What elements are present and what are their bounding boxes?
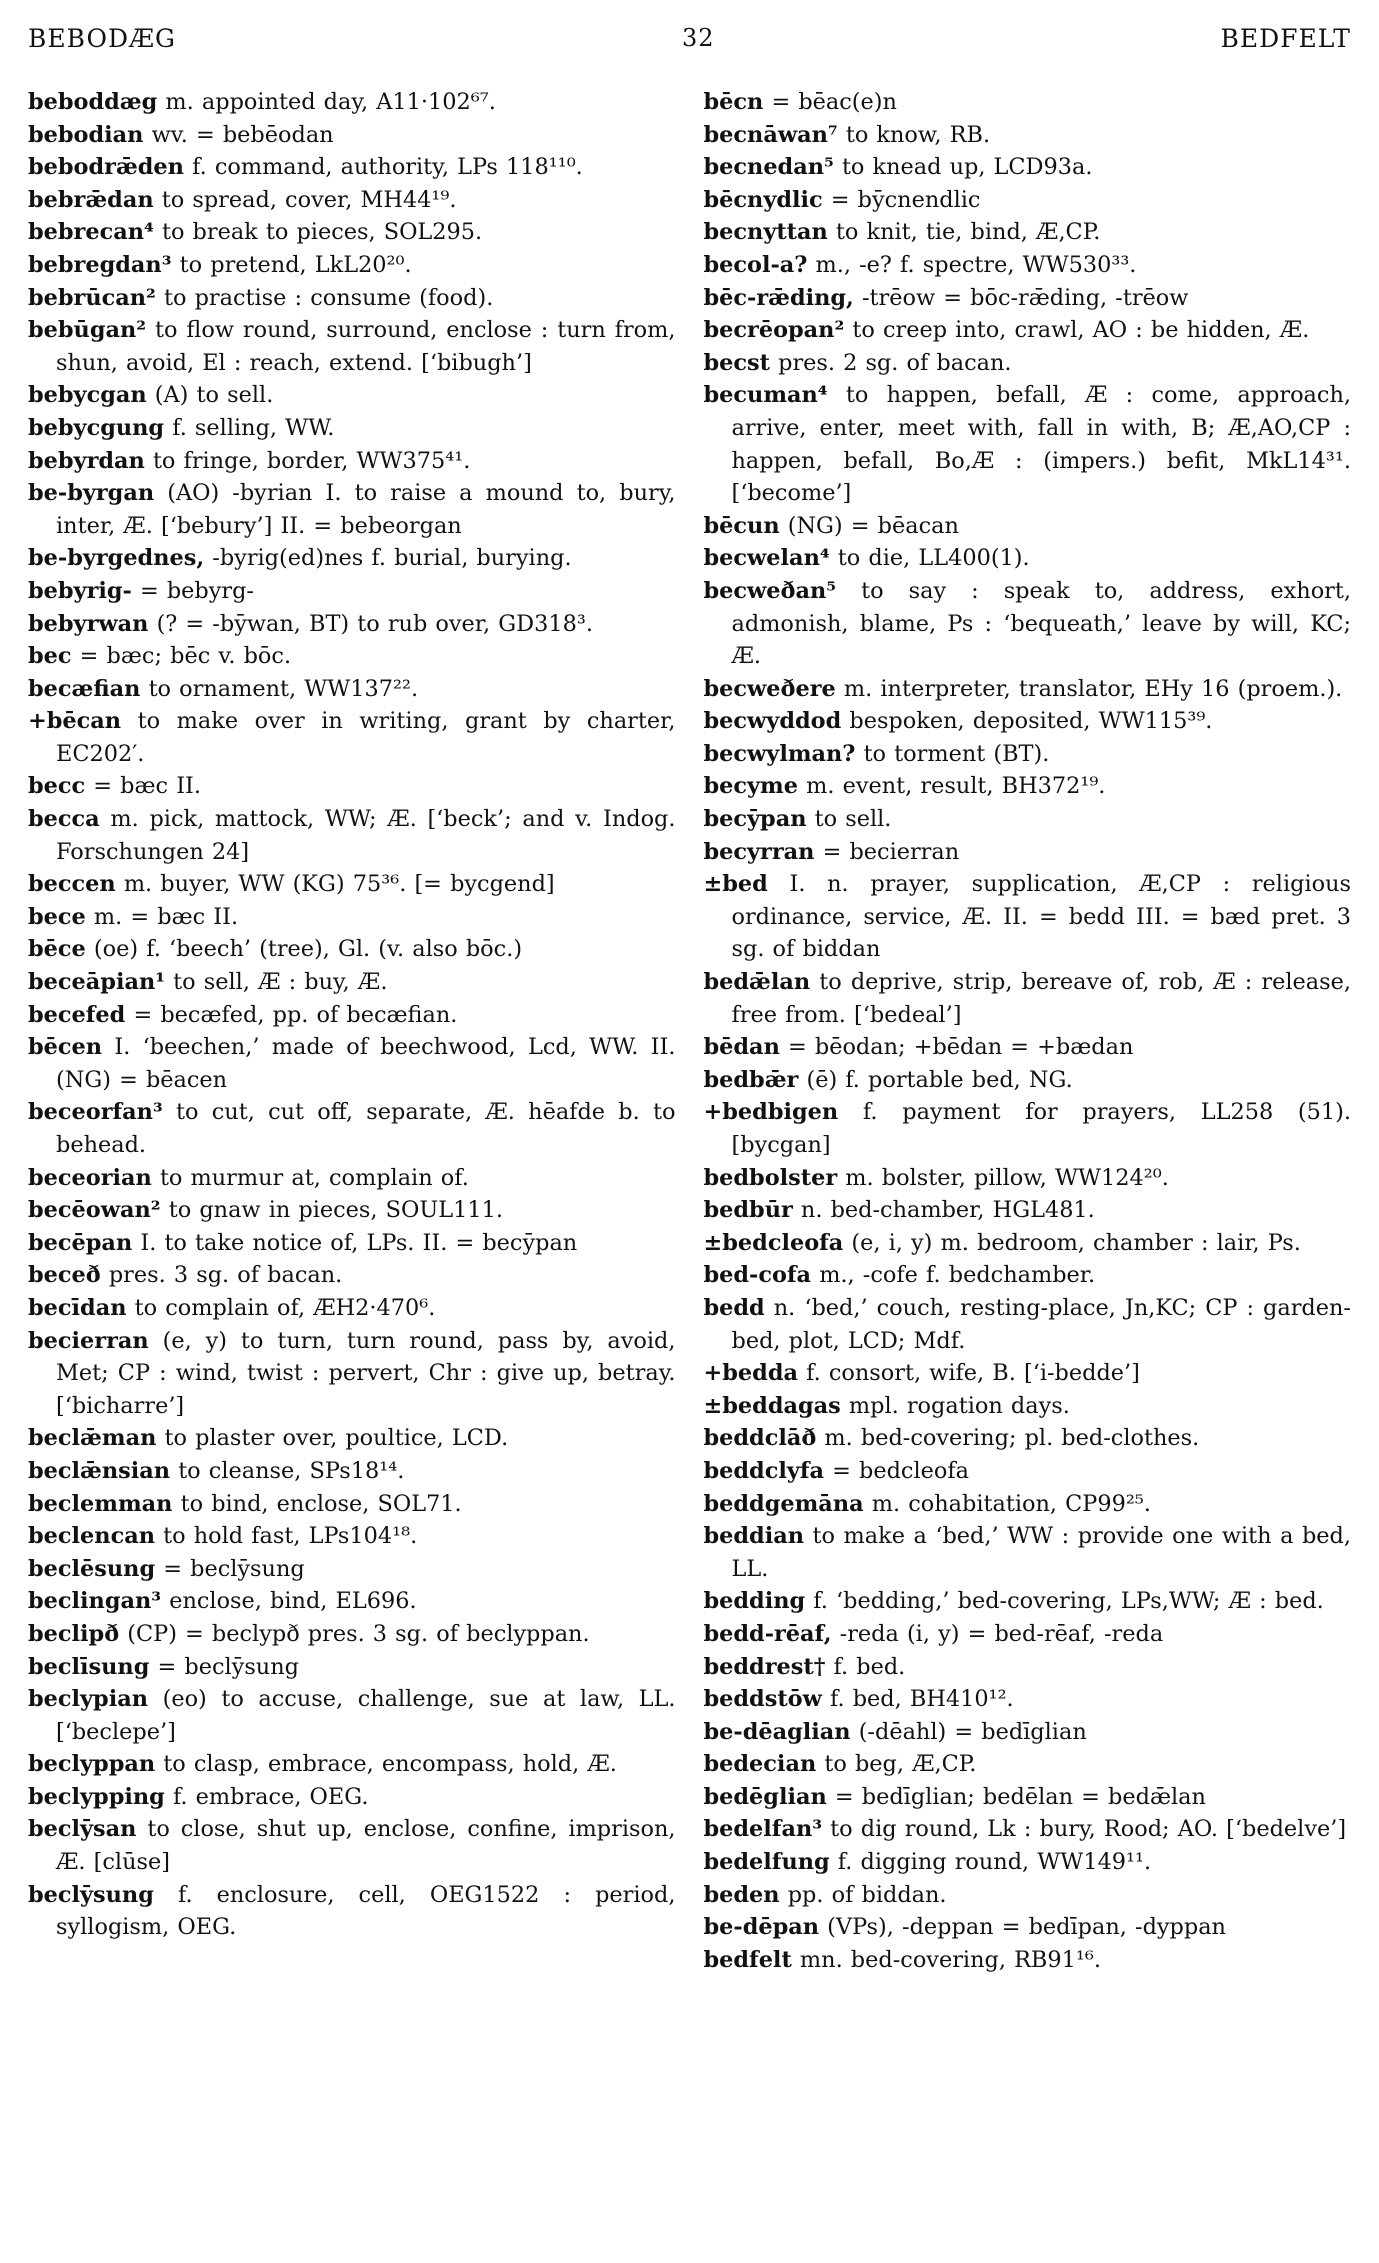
definition: to beg, Æ,CP. bbox=[824, 1751, 977, 1778]
headword: bedēglian bbox=[703, 1783, 827, 1810]
headword: beddian bbox=[703, 1523, 805, 1550]
definition: to murmur at, complain of. bbox=[159, 1164, 469, 1191]
definition: to practise : consume (food). bbox=[164, 284, 494, 311]
headword: bēcn bbox=[703, 89, 764, 115]
definition: (AO) -byrian I. to raise a mound to, bury, inter, Æ. [‘bebury’] II. = bebeorgan bbox=[56, 480, 676, 539]
definition: -byrig(ed)nes f. burial, burying. bbox=[212, 545, 572, 572]
definition: = bebyrg- bbox=[139, 577, 254, 604]
headword: bebrǣdan bbox=[28, 186, 154, 213]
dictionary-entry bbox=[704, 1520, 1352, 1585]
definition: to make over in writing, grant by charter, EC202′. bbox=[56, 708, 676, 767]
definition: to dig round, Lk : bury, Rood; AO. [‘bedelve’] bbox=[830, 1816, 1347, 1843]
headword: beceāpian¹ bbox=[28, 969, 166, 996]
headword: becwylman? bbox=[703, 740, 856, 767]
definition: m. buyer, WW (KG) 75³⁶. [= bycgend] bbox=[123, 871, 555, 898]
definition: pp. of biddan. bbox=[787, 1881, 947, 1908]
headword: bedelfung bbox=[703, 1849, 830, 1876]
dictionary-entry bbox=[704, 314, 1352, 347]
definition: m. cohabitation, CP99²⁵. bbox=[871, 1490, 1151, 1517]
dictionary-entry bbox=[704, 542, 1352, 575]
headword: bebodian bbox=[28, 121, 144, 148]
page-number: 32 bbox=[681, 24, 715, 52]
headword: bebycgan bbox=[28, 382, 147, 409]
dictionary-entry bbox=[28, 640, 676, 673]
dictionary-entry bbox=[28, 1618, 676, 1651]
definition: (ē) f. portable bed, NG. bbox=[806, 1066, 1073, 1093]
definition: (NG) = bēacan bbox=[787, 512, 959, 539]
definition: to deprive, strip, bereave of, rob, Æ : release, free from. [‘bedeal’] bbox=[731, 969, 1351, 1028]
headword: becȳpan bbox=[703, 806, 807, 833]
two-column-body bbox=[28, 86, 1351, 1976]
dictionary-entry bbox=[704, 1813, 1352, 1846]
headword: beddrest† bbox=[703, 1653, 826, 1680]
dictionary-entry bbox=[28, 1194, 676, 1227]
headword: beden bbox=[703, 1881, 780, 1908]
headword: bedelfan³ bbox=[703, 1816, 823, 1843]
definition: to knead up, LCD93a. bbox=[841, 154, 1093, 181]
dictionary-entry bbox=[28, 803, 676, 868]
definition: to fringe, border, WW375⁴¹. bbox=[152, 447, 471, 474]
dictionary-entry bbox=[704, 1064, 1352, 1097]
dictionary-entry bbox=[28, 1455, 676, 1488]
dictionary-entry bbox=[704, 1031, 1352, 1064]
dictionary-entry bbox=[28, 412, 676, 445]
dictionary-entry bbox=[28, 1488, 676, 1521]
definition: = bæc II. bbox=[93, 773, 202, 800]
headword: beceorfan³ bbox=[28, 1099, 163, 1126]
dictionary-entry bbox=[704, 705, 1352, 738]
dictionary-entry bbox=[704, 216, 1352, 249]
dictionary-entry bbox=[704, 151, 1352, 184]
dictionary-entry bbox=[28, 477, 676, 542]
headword: beclencan bbox=[28, 1523, 155, 1550]
header-right-guideword: BEDFELT bbox=[1220, 23, 1351, 53]
headword: becol-a? bbox=[703, 251, 808, 278]
definition: (VPs), -deppan = bedīpan, -dyppan bbox=[827, 1914, 1226, 1941]
definition: pres. 3 sg. of bacan. bbox=[108, 1262, 343, 1289]
definition: m., -cofe f. bedchamber. bbox=[819, 1262, 1096, 1289]
headword: be-byrgednes, bbox=[28, 545, 205, 572]
headword: bedd-rēaf, bbox=[703, 1620, 832, 1647]
headword: beclemman bbox=[28, 1490, 173, 1517]
headword: becnedan⁵ bbox=[703, 154, 834, 181]
definition: to sell. bbox=[814, 806, 892, 833]
headword: bēcun bbox=[703, 512, 780, 539]
headword: bebūgan² bbox=[28, 317, 147, 344]
dictionary-entry bbox=[28, 999, 676, 1032]
headword: becyrran bbox=[703, 838, 815, 865]
definition: (-dēahl) = bedīglian bbox=[858, 1718, 1087, 1745]
definition: to pretend, LkL20²⁰. bbox=[179, 251, 412, 278]
dictionary-entry bbox=[704, 1585, 1352, 1618]
headword: beclīsung bbox=[28, 1653, 150, 1680]
definition: f. digging round, WW149¹¹. bbox=[837, 1849, 1152, 1876]
definition: (A) to sell. bbox=[154, 382, 274, 409]
definition: to close, shut up, enclose, confine, imprison, Æ. [clūse] bbox=[56, 1816, 676, 1876]
dictionary-entry bbox=[704, 1846, 1352, 1879]
definition: = beclȳsung bbox=[163, 1555, 305, 1582]
dictionary-entry bbox=[28, 1259, 676, 1292]
definition: f. ‘bedding,’ bed-covering, LPs,WW; Æ : bed. bbox=[813, 1588, 1324, 1615]
dictionary-entry bbox=[28, 86, 676, 119]
headword: bec bbox=[28, 643, 72, 670]
dictionary-entry bbox=[28, 1553, 676, 1586]
dictionary-entry bbox=[28, 249, 676, 282]
headword: beboddæg bbox=[28, 89, 158, 115]
headword: becīdan bbox=[28, 1294, 127, 1321]
header-left-guideword: BEBODÆG bbox=[28, 23, 176, 53]
headword: becwyddod bbox=[703, 708, 842, 735]
dictionary-entry bbox=[28, 1096, 676, 1161]
definition: n. ‘bed,’ couch, resting-place, Jn,KC; CP : garden-bed, plot, LCD; Mdf. bbox=[731, 1294, 1351, 1354]
definition: enclose, bind, EL696. bbox=[169, 1588, 417, 1615]
definition: = bedīglian; bedēlan = bedǣlan bbox=[834, 1783, 1206, 1810]
definition: = bēodan; +bēdan = +bædan bbox=[787, 1034, 1134, 1061]
headword: beclypping bbox=[28, 1783, 165, 1810]
definition: = bȳcnendlic bbox=[830, 186, 981, 213]
definition: f. enclosure, cell, OEG1522 : period, syllogism, OEG. bbox=[56, 1881, 676, 1941]
dictionary-entry bbox=[704, 770, 1352, 803]
headword: beceorian bbox=[28, 1164, 152, 1191]
dictionary-entry bbox=[704, 1455, 1352, 1488]
headword: becefed bbox=[28, 1001, 126, 1028]
headword: becēowan² bbox=[28, 1197, 161, 1224]
dictionary-entry bbox=[28, 151, 676, 184]
dictionary-entry bbox=[704, 249, 1352, 282]
definition: to torment (BT). bbox=[863, 740, 1050, 767]
definition: to die, LL400(1). bbox=[837, 545, 1030, 572]
definition: m., -e? f. spectre, WW530³³. bbox=[815, 251, 1137, 278]
dictionary-entry bbox=[28, 1813, 676, 1878]
headword: beclipð bbox=[28, 1620, 120, 1647]
dictionary-entry bbox=[28, 705, 676, 770]
dictionary-entry bbox=[28, 1781, 676, 1814]
definition: = becierran bbox=[822, 838, 960, 865]
headword: bece bbox=[28, 903, 86, 930]
definition: to cut, cut off, separate, Æ. hēafde b. to behead. bbox=[56, 1099, 676, 1158]
definition: to cleanse, SPs18¹⁴. bbox=[178, 1457, 405, 1484]
running-header bbox=[28, 18, 1351, 58]
headword: bedding bbox=[703, 1588, 806, 1615]
headword: beclȳsan bbox=[28, 1816, 137, 1843]
definition: mn. bed-covering, RB91¹⁶. bbox=[799, 1946, 1101, 1973]
definition: m. = bæc II. bbox=[93, 903, 239, 930]
definition: to creep into, crawl, AO : be hidden, Æ. bbox=[852, 317, 1310, 344]
dictionary-entry bbox=[704, 119, 1352, 152]
definition: f. payment for prayers, LL258 (51). [bycgan] bbox=[731, 1099, 1351, 1158]
dictionary-entry bbox=[28, 445, 676, 478]
headword: beclǣman bbox=[28, 1425, 157, 1452]
definition: = bedcleofa bbox=[832, 1457, 970, 1484]
dictionary-entry bbox=[704, 1716, 1352, 1749]
dictionary-entry bbox=[704, 1879, 1352, 1912]
dictionary-entry bbox=[704, 1618, 1352, 1651]
definition: to know, RB. bbox=[845, 121, 991, 148]
headword: +bēcan bbox=[28, 708, 122, 735]
dictionary-entry bbox=[28, 1162, 676, 1195]
definition: to break to pieces, SOL295. bbox=[161, 219, 483, 246]
headword: beclypian bbox=[28, 1686, 148, 1713]
headword: bedfelt bbox=[703, 1946, 792, 1973]
headword: +bedbigen bbox=[703, 1099, 839, 1126]
dictionary-entry bbox=[28, 1520, 676, 1553]
definition: I. to take notice of, LPs. II. = becȳpan bbox=[140, 1229, 578, 1256]
definition: n. bed-chamber, HGL481. bbox=[800, 1197, 1095, 1224]
dictionary-entry bbox=[704, 803, 1352, 836]
dictionary-entry bbox=[28, 282, 676, 315]
definition: (eo) to accuse, challenge, sue at law, LL. [‘beclepe’] bbox=[56, 1686, 676, 1745]
headword: ±bedcleofa bbox=[703, 1229, 844, 1256]
dictionary-entry bbox=[28, 1651, 676, 1684]
definition: f. embrace, OEG. bbox=[172, 1783, 369, 1810]
definition: to gnaw in pieces, SOUL111. bbox=[168, 1197, 503, 1224]
headword: bedecian bbox=[703, 1751, 817, 1778]
dictionary-entry bbox=[704, 738, 1352, 771]
definition: = beclȳsung bbox=[157, 1653, 299, 1680]
definition: m. bed-covering; pl. bed-clothes. bbox=[824, 1425, 1200, 1452]
definition: (e, y) to turn, turn round, pass by, avoid, Met; CP : wind, twist : pervert, Chr : give up, betray. [‘bicharre’] bbox=[56, 1327, 676, 1419]
dictionary-entry bbox=[28, 608, 676, 641]
headword: becwelan⁴ bbox=[703, 545, 830, 572]
definition: m. interpreter, translator, EHy 16 (proem.). bbox=[843, 675, 1343, 702]
dictionary-entry bbox=[28, 216, 676, 249]
definition: to say : speak to, address, exhort, admonish, blame, Ps : ‘bequeath,’ leave by will, KC; Æ. bbox=[731, 577, 1352, 670]
headword: beddclāð bbox=[703, 1425, 817, 1452]
headword: bebrūcan² bbox=[28, 284, 156, 311]
headword: becca bbox=[28, 806, 100, 833]
dictionary-entry bbox=[28, 673, 676, 706]
definition: to happen, befall, Æ : come, approach, arrive, enter, meet with, fall in with, B; Æ,AO,CP : happen, befall, Bo,Æ : (impers.) befit, MkL14³¹. [‘become’] bbox=[731, 382, 1351, 507]
dictionary-entry bbox=[704, 1651, 1352, 1684]
dictionary-entry bbox=[704, 1488, 1352, 1521]
headword: bēcnydlic bbox=[703, 186, 823, 213]
headword: bedǣlan bbox=[703, 969, 811, 996]
dictionary-entry bbox=[28, 1031, 676, 1096]
definition: to make a ‘bed,’ WW : provide one with a bed, LL. bbox=[731, 1523, 1351, 1582]
dictionary-entry bbox=[704, 282, 1352, 315]
definition: f. bed. bbox=[833, 1653, 906, 1680]
definition: I. ‘beechen,’ made of beechwood, Lcd, WW. II. (NG) = bēacen bbox=[56, 1034, 676, 1093]
dictionary-entry bbox=[704, 1194, 1352, 1227]
definition: I. n. prayer, supplication, Æ,CP : religious ordinance, service, Æ. II. = bedd III. = bæd pret. 3 sg. of biddan bbox=[731, 871, 1352, 963]
dictionary-entry bbox=[28, 119, 676, 152]
headword: bebodrǣden bbox=[28, 154, 184, 181]
dictionary-entry bbox=[28, 966, 676, 999]
dictionary-entry bbox=[704, 1259, 1352, 1292]
dictionary-entry bbox=[704, 1357, 1352, 1390]
headword: beclyppan bbox=[28, 1751, 156, 1778]
headword: bedd bbox=[703, 1294, 765, 1321]
headword: ±beddagas bbox=[703, 1392, 841, 1419]
left-column bbox=[28, 86, 676, 1976]
dictionary-entry bbox=[28, 542, 676, 575]
dictionary-entry bbox=[704, 966, 1352, 1031]
dictionary-entry bbox=[28, 868, 676, 901]
dictionary-entry bbox=[28, 901, 676, 934]
dictionary-entry bbox=[28, 1325, 676, 1423]
headword: becst bbox=[703, 349, 770, 376]
headword: bēce bbox=[28, 936, 86, 963]
definition: to hold fast, LPs104¹⁸. bbox=[163, 1523, 418, 1550]
dictionary-entry bbox=[28, 575, 676, 608]
headword: bedbǣr bbox=[703, 1066, 799, 1093]
definition: m. event, result, BH372¹⁹. bbox=[806, 773, 1106, 800]
dictionary-entry bbox=[704, 1748, 1352, 1781]
headword: beceð bbox=[28, 1262, 101, 1289]
headword: be-byrgan bbox=[28, 480, 155, 507]
dictionary-entry bbox=[704, 1422, 1352, 1455]
headword: becnyttan bbox=[703, 219, 828, 246]
dictionary-entry bbox=[28, 1227, 676, 1260]
dictionary-entry bbox=[704, 575, 1352, 673]
headword: beclingan³ bbox=[28, 1588, 162, 1615]
definition: m. pick, mattock, WW; Æ. [‘beck’; and v. Indog. Forschungen 24] bbox=[56, 806, 676, 865]
definition: to complain of, ÆH2·470⁶. bbox=[134, 1294, 436, 1321]
headword: bēcen bbox=[28, 1034, 103, 1061]
definition: to clasp, embrace, encompass, hold, Æ. bbox=[163, 1751, 617, 1778]
definition: -reda (i, y) = bed-rēaf, -reda bbox=[839, 1620, 1164, 1647]
dictionary-entry bbox=[704, 1162, 1352, 1195]
definition: = bæc; bēc v. bōc. bbox=[79, 643, 292, 670]
headword: bebrecan⁴ bbox=[28, 219, 154, 246]
headword: be-dēaglian bbox=[703, 1718, 851, 1745]
dictionary-entry bbox=[704, 1292, 1352, 1357]
dictionary-entry bbox=[28, 1683, 676, 1748]
definition: to flow round, surround, enclose : turn from, shun, avoid, El : reach, extend. [‘bibugh’] bbox=[56, 317, 676, 376]
headword: bebregdan³ bbox=[28, 251, 172, 278]
dictionary-entry bbox=[28, 933, 676, 966]
definition: -trēow = bōc-rǣding, -trēow bbox=[861, 284, 1189, 311]
headword: +bedda bbox=[703, 1360, 798, 1387]
headword: beclǣnsian bbox=[28, 1457, 171, 1484]
headword: becweðan⁵ bbox=[703, 577, 837, 604]
headword: bebyrdan bbox=[28, 447, 145, 474]
definition: wv. = bebēodan bbox=[151, 121, 334, 148]
headword: becuman⁴ bbox=[703, 382, 828, 409]
dictionary-entry bbox=[704, 868, 1352, 966]
definition: (? = -bȳwan, BT) to rub over, GD318³. bbox=[156, 610, 593, 637]
dictionary-entry bbox=[704, 347, 1352, 380]
dictionary-entry bbox=[704, 1944, 1352, 1977]
headword: becyme bbox=[703, 773, 798, 800]
dictionary-entry bbox=[28, 379, 676, 412]
dictionary-entry bbox=[28, 1748, 676, 1781]
headword: bebyrig- bbox=[28, 577, 132, 604]
definition: (CP) = beclypð pres. 3 sg. of beclyppan. bbox=[127, 1620, 590, 1647]
headword: bedbolster bbox=[703, 1164, 838, 1191]
headword: becēpan bbox=[28, 1229, 133, 1256]
dictionary-entry bbox=[704, 510, 1352, 543]
headword: beclēsung bbox=[28, 1555, 156, 1582]
headword: beddclyfa bbox=[703, 1457, 825, 1484]
definition: mpl. rogation days. bbox=[848, 1392, 1070, 1419]
definition: bespoken, deposited, WW115³⁹. bbox=[849, 708, 1213, 735]
definition: f. bed, BH410¹². bbox=[830, 1686, 1014, 1713]
definition: f. consort, wife, B. [‘i-bedde’] bbox=[806, 1360, 1140, 1387]
dictionary-entry bbox=[704, 1096, 1352, 1161]
headword: bēc-rǣding, bbox=[703, 284, 854, 311]
dictionary-entry bbox=[704, 673, 1352, 706]
dictionary-entry bbox=[704, 1911, 1352, 1944]
headword: becierran bbox=[28, 1327, 149, 1354]
dictionary-entry bbox=[704, 184, 1352, 217]
dictionary-entry bbox=[704, 1227, 1352, 1260]
dictionary-entry bbox=[704, 379, 1352, 509]
headword: becæfian bbox=[28, 675, 141, 702]
headword: bed-cofa bbox=[703, 1262, 812, 1289]
definition: pres. 2 sg. of bacan. bbox=[778, 349, 1012, 376]
dictionary-entry bbox=[704, 1683, 1352, 1716]
headword: beclȳsung bbox=[28, 1881, 154, 1908]
definition: to sell, Æ : buy, Æ. bbox=[173, 969, 388, 996]
headword: beddstōw bbox=[703, 1686, 822, 1713]
headword: becrēopan² bbox=[703, 317, 845, 344]
definition: to plaster over, poultice, LCD. bbox=[164, 1425, 509, 1452]
dictionary-entry bbox=[28, 184, 676, 217]
headword: beccen bbox=[28, 871, 116, 898]
dictionary-entry bbox=[28, 314, 676, 379]
definition: (e, i, y) m. bedroom, chamber : lair, Ps. bbox=[851, 1229, 1301, 1256]
dictionary-entry bbox=[704, 86, 1352, 119]
headword: be-dēpan bbox=[703, 1914, 820, 1941]
dictionary-entry bbox=[28, 770, 676, 803]
definition: to spread, cover, MH44¹⁹. bbox=[161, 186, 457, 213]
dictionary-entry bbox=[704, 1390, 1352, 1423]
headword: bebyrwan bbox=[28, 610, 149, 637]
headword: beddgemāna bbox=[703, 1490, 864, 1517]
headword: bebycgung bbox=[28, 414, 165, 441]
definition: (oe) f. ‘beech’ (tree), Gl. (v. also bōc.) bbox=[93, 936, 523, 963]
dictionary-entry bbox=[704, 836, 1352, 869]
headword: bedbūr bbox=[703, 1197, 793, 1224]
definition: f. command, authority, LPs 118¹¹⁰. bbox=[192, 154, 583, 181]
headword: becweðere bbox=[703, 675, 836, 702]
dictionary-entry bbox=[704, 1781, 1352, 1814]
dictionary-entry bbox=[28, 1585, 676, 1618]
headword: becnāwan⁷ bbox=[703, 121, 838, 148]
headword: bēdan bbox=[703, 1034, 780, 1061]
headword: ±bed bbox=[703, 871, 768, 898]
headword: becc bbox=[28, 773, 86, 800]
definition: to bind, enclose, SOL71. bbox=[180, 1490, 462, 1517]
dictionary-entry bbox=[28, 1422, 676, 1455]
definition: to ornament, WW137²². bbox=[148, 675, 419, 702]
dictionary-entry bbox=[28, 1879, 676, 1944]
definition: = bēac(e)n bbox=[771, 89, 897, 115]
definition: = becæfed, pp. of becæfian. bbox=[133, 1001, 458, 1028]
definition: f. selling, WW. bbox=[172, 414, 335, 441]
definition: m. appointed day, A11·102⁶⁷. bbox=[165, 89, 496, 115]
definition: to knit, tie, bind, Æ,CP. bbox=[835, 219, 1101, 246]
definition: m. bolster, pillow, WW124²⁰. bbox=[845, 1164, 1169, 1191]
right-column bbox=[704, 86, 1352, 1976]
dictionary-entry bbox=[28, 1292, 676, 1325]
